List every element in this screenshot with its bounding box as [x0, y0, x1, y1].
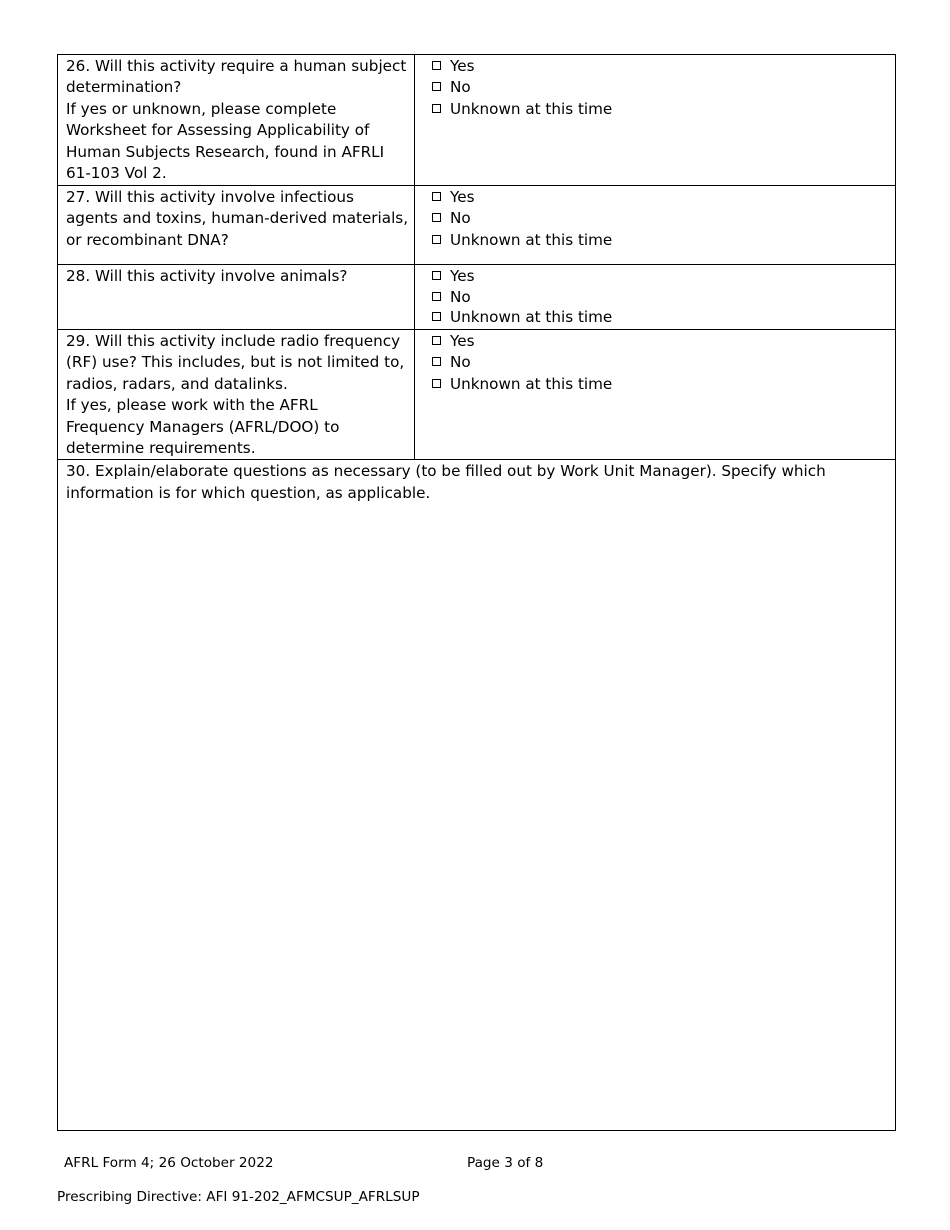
option-label: No [450, 78, 471, 97]
question-line: 27. Will this activity involve infectious [66, 188, 354, 206]
question-text-28 [58, 265, 415, 330]
option-no-29[interactable] [432, 352, 887, 373]
question-row-27 [58, 186, 896, 265]
option-unknown-29[interactable] [432, 374, 887, 395]
option-label: No [450, 353, 471, 372]
answer-cell-29 [415, 330, 896, 460]
explain-line: 30. Explain/elaborate questions as necessary (to be filled out by Work Unit Manager). Specify which [66, 462, 826, 481]
question-line: 28. Will this activity involve animals? [66, 267, 348, 285]
answer-options-27 [423, 187, 887, 251]
option-unknown-28[interactable] [432, 307, 887, 328]
checkbox-icon[interactable] [432, 213, 441, 222]
question-row-29 [58, 330, 896, 460]
answer-options-29 [423, 331, 887, 395]
checkbox-icon[interactable] [432, 82, 441, 91]
option-label: Unknown at this time [450, 374, 613, 393]
option-yes-29[interactable] [432, 331, 887, 352]
answer-cell-26 [415, 55, 896, 186]
prescribing-directive: Prescribing Directive: AFI 91-202_AFMCSUP_AFRLSUP [57, 1189, 420, 1205]
explain-line: information is for which question, as applicable. [66, 483, 431, 502]
question-line: radios, radars, and datalinks. [66, 374, 288, 393]
questions-table [57, 54, 896, 1131]
answer-cell-28 [415, 265, 896, 330]
option-label: No [450, 287, 471, 306]
option-label: Unknown at this time [450, 308, 613, 326]
checkbox-icon[interactable] [432, 61, 441, 70]
checkbox-icon[interactable] [432, 192, 441, 201]
page-number: Page 3 of 8 [467, 1155, 544, 1171]
option-unknown-26[interactable] [432, 99, 887, 120]
checkbox-icon[interactable] [432, 312, 441, 321]
question-line: 26. Will this activity require a human subject [66, 57, 407, 75]
form-id: AFRL Form 4; 26 October 2022 [64, 1155, 274, 1171]
question-line: Frequency Managers (AFRL/DOO) to [66, 417, 340, 436]
explain-row-30 [58, 460, 896, 1131]
option-yes-28[interactable] [432, 266, 887, 287]
option-no-26[interactable] [432, 77, 887, 98]
option-label: Unknown at this time [450, 99, 613, 118]
question-text-26 [58, 55, 415, 186]
option-label: No [450, 209, 471, 228]
question-line: determination? [66, 78, 182, 97]
question-line: 61-103 Vol 2. [66, 164, 167, 183]
option-label: Yes [450, 57, 475, 75]
question-text-27 [58, 186, 415, 265]
question-row-26 [58, 55, 896, 186]
option-unknown-27[interactable] [432, 230, 887, 251]
option-label: Unknown at this time [450, 230, 613, 249]
answer-cell-27 [415, 186, 896, 265]
checkbox-icon[interactable] [432, 104, 441, 113]
answer-options-28 [423, 266, 887, 328]
checkbox-icon[interactable] [432, 235, 441, 244]
checkbox-icon[interactable] [432, 379, 441, 388]
explain-cell-30[interactable] [58, 460, 896, 1131]
option-label: Yes [450, 332, 475, 350]
question-line: Worksheet for Assessing Applicability of [66, 121, 370, 140]
answer-options-26 [423, 56, 887, 120]
question-line: agents and toxins, human-derived materials, [66, 209, 409, 228]
question-line: (RF) use? This includes, but is not limited to, [66, 353, 405, 372]
option-no-28[interactable] [432, 287, 887, 308]
question-text-29 [58, 330, 415, 460]
option-yes-26[interactable] [432, 56, 887, 77]
checkbox-icon[interactable] [432, 292, 441, 301]
checkbox-icon[interactable] [432, 336, 441, 345]
question-line: or recombinant DNA? [66, 230, 229, 249]
checkbox-icon[interactable] [432, 357, 441, 366]
question-line: If yes, please work with the AFRL [66, 396, 318, 415]
question-line: 29. Will this activity include radio frequency [66, 332, 401, 350]
option-no-27[interactable] [432, 208, 887, 229]
question-line: Human Subjects Research, found in AFRLI [66, 142, 385, 161]
checkbox-icon[interactable] [432, 271, 441, 280]
option-yes-27[interactable] [432, 187, 887, 208]
option-label: Yes [450, 188, 475, 206]
question-row-28 [58, 265, 896, 330]
question-line: If yes or unknown, please complete [66, 99, 337, 118]
question-line: determine requirements. [66, 439, 256, 458]
option-label: Yes [450, 267, 475, 285]
